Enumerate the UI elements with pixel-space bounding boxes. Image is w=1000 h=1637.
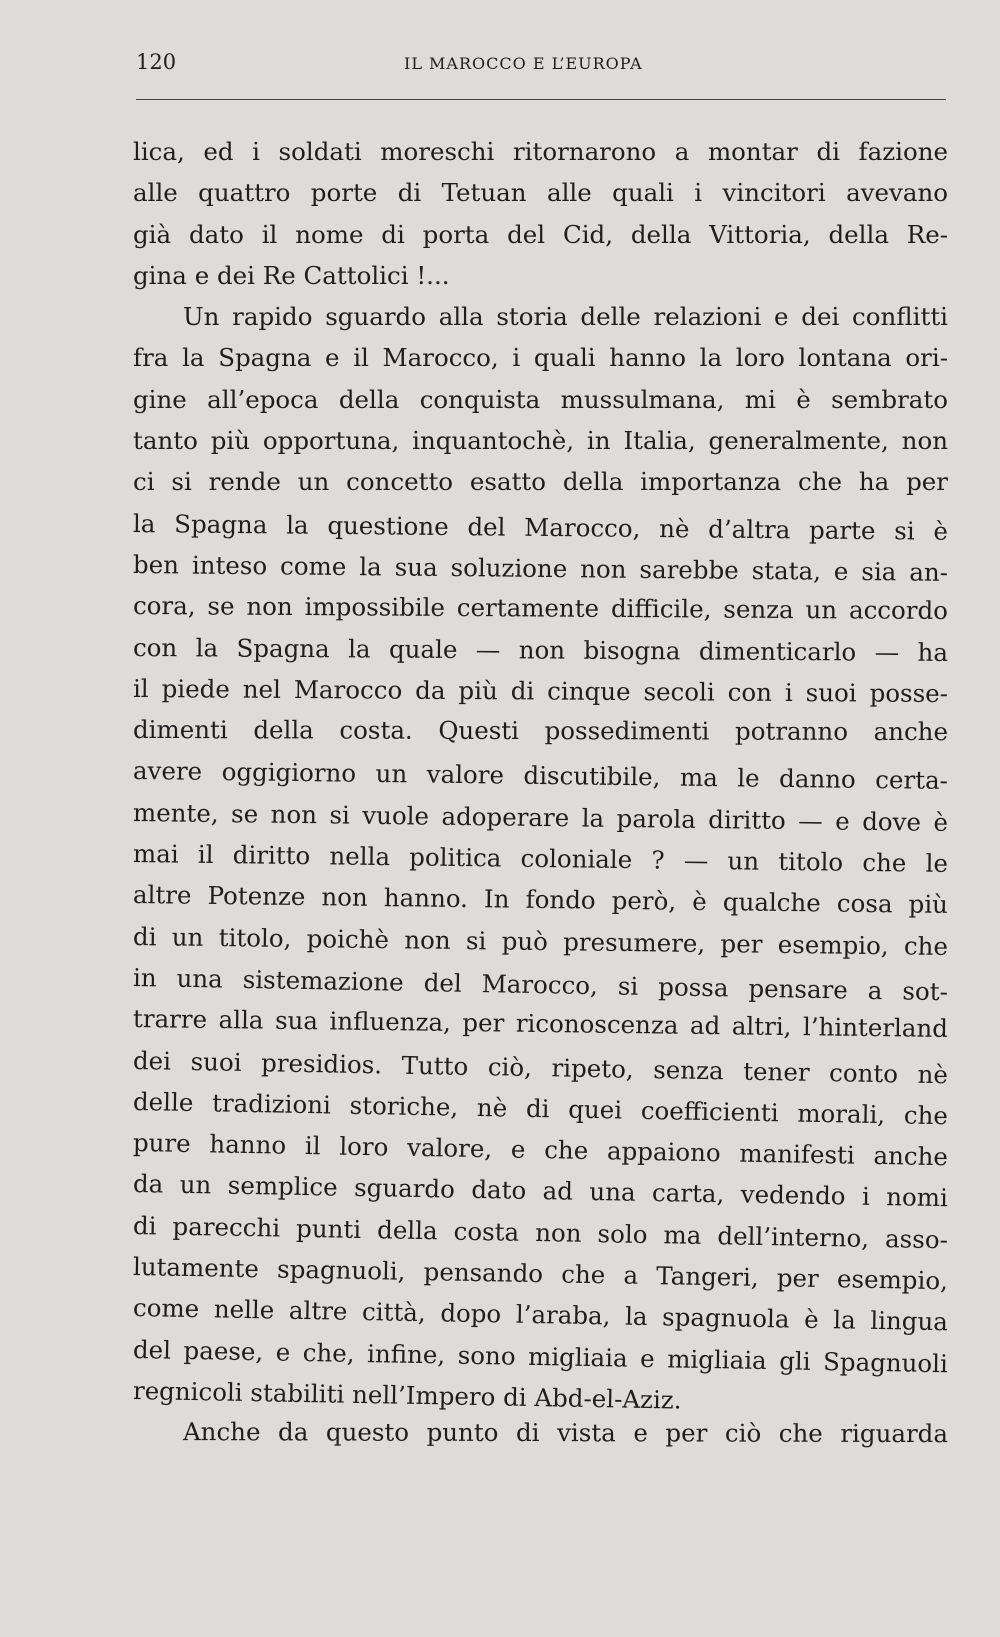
text-line: Anche da questo punto di vista e per ciò che riguarda (182, 1417, 949, 1449)
text-line: Un rapido sguardo alla storia delle relazioni e dei conflitti (183, 302, 948, 332)
text-line: ben inteso come la sua soluzione non sarebbe stata, e sia an- (132, 549, 949, 587)
running-header (136, 44, 941, 80)
body-text (133, 131, 948, 1453)
text-line: cora, se non impossibile certamente difficile, senza un accordo (132, 591, 949, 626)
text-line: lica, ed i soldati moreschi ritornarono a montar di fazione (133, 137, 948, 166)
text-line: di parecchi punti della costa non solo ma dell’interno, asso- (132, 1210, 949, 1254)
text-line: trarre alla sua influenza, per riconoscenza ad altri, l’hinterland (132, 1004, 949, 1044)
text-line: da un semplice sguardo dato ad una carta, vedendo i nomi (132, 1169, 949, 1213)
page-number: 120 (136, 50, 177, 74)
text-line: gine all’epoca della conquista mussulmana, mi è sembrato (133, 384, 948, 414)
text-line: delle tradizioni storiche, nè di quei coefficienti morali, che (132, 1086, 949, 1131)
text-line: in una sistemazione del Marocco, si possa pensare a sot- (132, 962, 949, 1007)
header-rule (136, 99, 946, 100)
text-line: del paese, e che, infine, sono migliaia e migliaia gli Spagnuoli (132, 1334, 949, 1378)
text-line: gina e dei Re Cattolici !... (133, 260, 450, 290)
text-line: dimenti della costa. Questi possedimenti potranno anche (132, 715, 949, 747)
text-line: alle quattro porte di Tetuan alle quali i vincitori avevano (133, 178, 948, 208)
text-line: lutamente spagnuoli, pensando che a Tangeri, per esempio, (132, 1252, 949, 1296)
text-line: dei suoi presidios. Tutto ciò, ripeto, senza tener conto nè (132, 1045, 949, 1089)
running-title: IL MAROCCO E L’EUROPA (404, 54, 643, 73)
text-line: di un titolo, poichè non si può presumere, per esempio, che (132, 921, 949, 961)
text-line: regnicoli stabiliti nell’Impero di Abd-el-Aziz. (132, 1375, 682, 1415)
text-line: tanto più opportuna, inquantochè, in Italia, generalmente, non (133, 426, 948, 456)
text-line: pure hanno il loro valore, e che appaiono manifesti anche (132, 1128, 949, 1172)
text-line: la Spagna la questione del Marocco, nè d’altra parte si è (132, 508, 949, 546)
text-line: avere oggigiorno un valore discutibile, ma le danno certa- (132, 756, 949, 796)
text-line: con la Spagna la quale — non bisogna dimenticarlo — ha (132, 632, 949, 667)
text-line: altre Potenze non hanno. In fondo però, è qualche cosa più (132, 880, 949, 920)
text-line: mente, se non si vuole adoperare la parola diritto — e dove è (132, 797, 949, 837)
text-line: fra la Spagna e il Marocco, i quali hanno la loro lontana ori- (133, 343, 948, 373)
text-line: già dato il nome di porta del Cid, della Vittoria, della Re- (133, 219, 948, 249)
text-line: il piede nel Marocco da più di cinque secoli con i suoi posse- (132, 673, 949, 708)
text-line: mai il diritto nella politica coloniale ? — un titolo che le (132, 839, 949, 879)
text-line: ci si rende un concetto esatto della importanza che ha per (133, 467, 948, 497)
text-line: come nelle altre città, dopo l’araba, la spagnuola è la lingua (132, 1293, 949, 1337)
